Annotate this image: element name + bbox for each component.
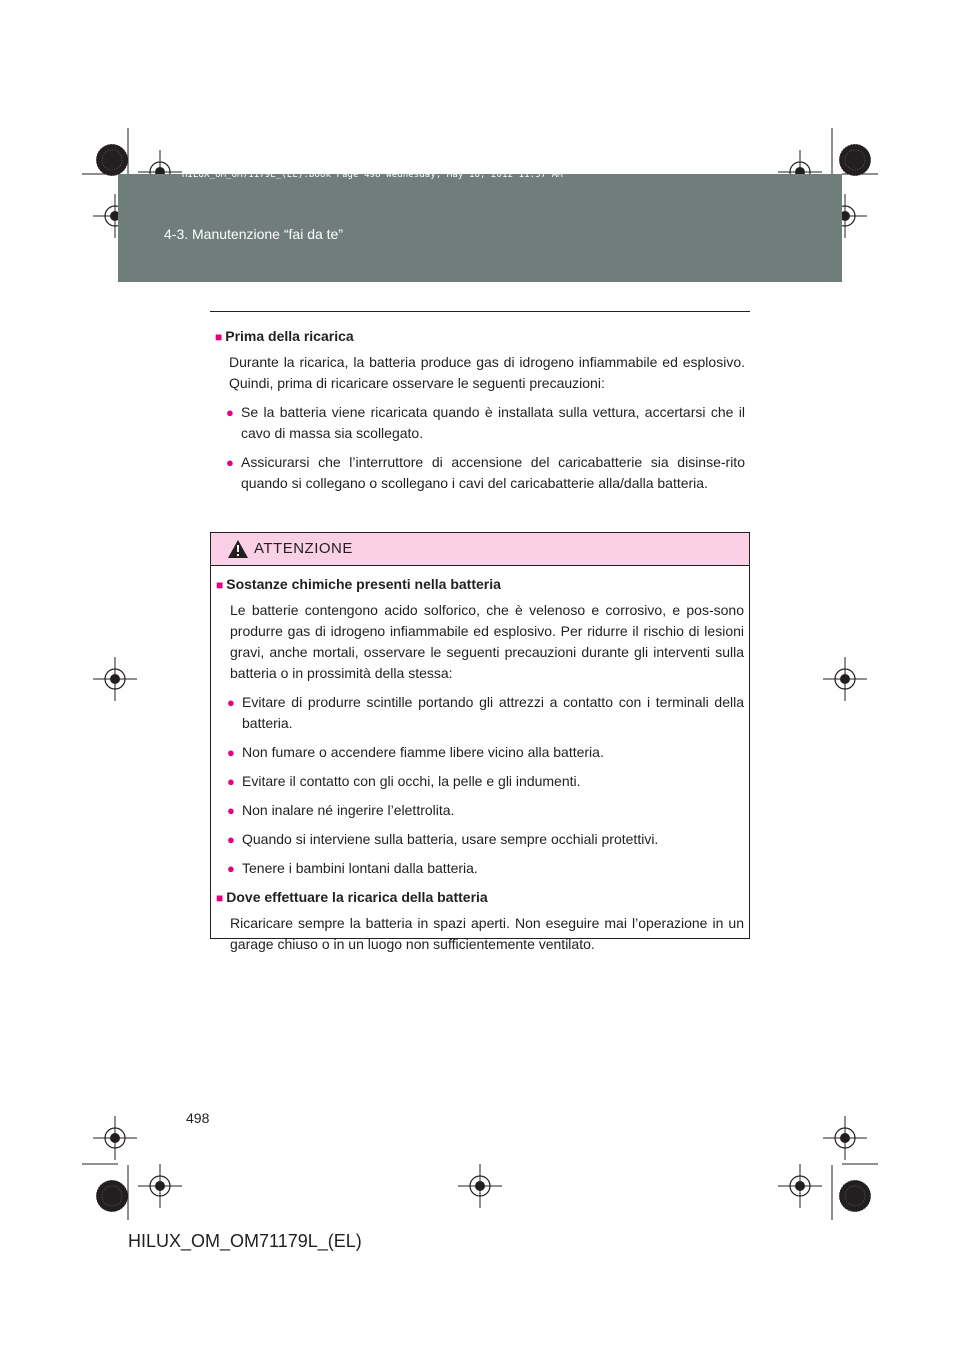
bullet-dot-icon: ● bbox=[226, 405, 234, 420]
heading-dove-effettuare bbox=[216, 887, 744, 909]
bullet-text: Non fumare o accendere fiamme libere vicino alla batteria. bbox=[242, 744, 604, 760]
section-divider bbox=[210, 311, 750, 312]
caution-title: ATTENZIONE bbox=[254, 540, 353, 557]
crop-info: HILUX_OM_OM71179L_(EL).book Page 498 Wednesday, May 16, 2012 11:37 AM bbox=[182, 170, 563, 180]
bullet-text: Assicurarsi che l’interruttore di accensione del caricabatterie sia disinse-rito quando si collegano o scollegano i cavi del caricabatterie alla/dalla batteria. bbox=[241, 454, 745, 491]
heading-text: Dove effettuare la ricarica della batteria bbox=[226, 889, 488, 905]
heading-sostanze-chimiche bbox=[216, 574, 744, 596]
list-item bbox=[227, 771, 744, 792]
bullet-text: Tenere i bambini lontani dalla batteria. bbox=[242, 860, 478, 876]
heading-text: Prima della ricarica bbox=[225, 328, 354, 344]
intro-paragraph: Durante la ricarica, la batteria produce gas di idrogeno infiammabile ed esplosivo. Quindi, prima di ricaricare osservare le seguenti precauzioni: bbox=[229, 354, 745, 391]
list-item bbox=[226, 402, 745, 444]
heading-text: Sostanze chimiche presenti nella batteria bbox=[226, 576, 501, 592]
bullet-dot-icon: ● bbox=[227, 803, 235, 818]
caution-paragraph: Ricaricare sempre la batteria in spazi aperti. Non eseguire mai l’operazione in un garage chiuso o in un luogo non sufficientemente ventilato. bbox=[230, 915, 744, 952]
bullet-text: Evitare di produrre scintille portando gli attrezzi a contatto con i terminali della batteria. bbox=[242, 694, 744, 731]
section-title: 4-3. Manutenzione “fai da te” bbox=[164, 226, 343, 242]
bullet-text: Se la batteria viene ricaricata quando è installata sulla vettura, accertarsi che il cavo di massa sia scollegato. bbox=[241, 404, 745, 441]
bullet-dot-icon: ● bbox=[227, 695, 235, 710]
square-bullet-icon: ■ bbox=[216, 578, 224, 592]
list-item bbox=[227, 829, 744, 850]
bullet-text: Non inalare né ingerire l’elettrolita. bbox=[242, 802, 455, 818]
list-item bbox=[227, 858, 744, 879]
list-item bbox=[227, 692, 744, 734]
heading-prima-della-ricarica bbox=[215, 326, 745, 348]
document-code: HILUX_OM_OM71179L_(EL) bbox=[128, 1231, 362, 1251]
page-number: 498 bbox=[186, 1110, 210, 1126]
bullet-dot-icon: ● bbox=[227, 861, 235, 876]
bullet-dot-icon: ● bbox=[227, 832, 235, 847]
bullet-text: Quando si interviene sulla batteria, usare sempre occhiali protettivi. bbox=[242, 831, 659, 847]
main-content bbox=[215, 326, 745, 502]
list-item bbox=[226, 452, 745, 494]
caution-box bbox=[210, 532, 750, 952]
list-item bbox=[227, 742, 744, 763]
caution-header bbox=[211, 533, 749, 566]
caution-paragraph: Le batterie contengono acido solforico, che è velenoso e corrosivo, e pos-sono produrre gas di idrogeno infiammabile ed esplosivo. Per ridurre il rischio di lesioni gravi, anche mortali, osservare le seguenti precauzioni durante gli interventi sulla batteria o in prossimità della stessa: bbox=[230, 602, 744, 681]
square-bullet-icon: ■ bbox=[216, 891, 224, 905]
bullet-dot-icon: ● bbox=[227, 745, 235, 760]
warning-triangle-icon bbox=[227, 539, 249, 559]
square-bullet-icon: ■ bbox=[215, 330, 223, 344]
bullet-text: Evitare il contatto con gli occhi, la pelle e gli indumenti. bbox=[242, 773, 581, 789]
list-item bbox=[227, 800, 744, 821]
caution-body bbox=[216, 574, 744, 963]
bullet-dot-icon: ● bbox=[227, 774, 235, 789]
bullet-dot-icon: ● bbox=[226, 455, 234, 470]
